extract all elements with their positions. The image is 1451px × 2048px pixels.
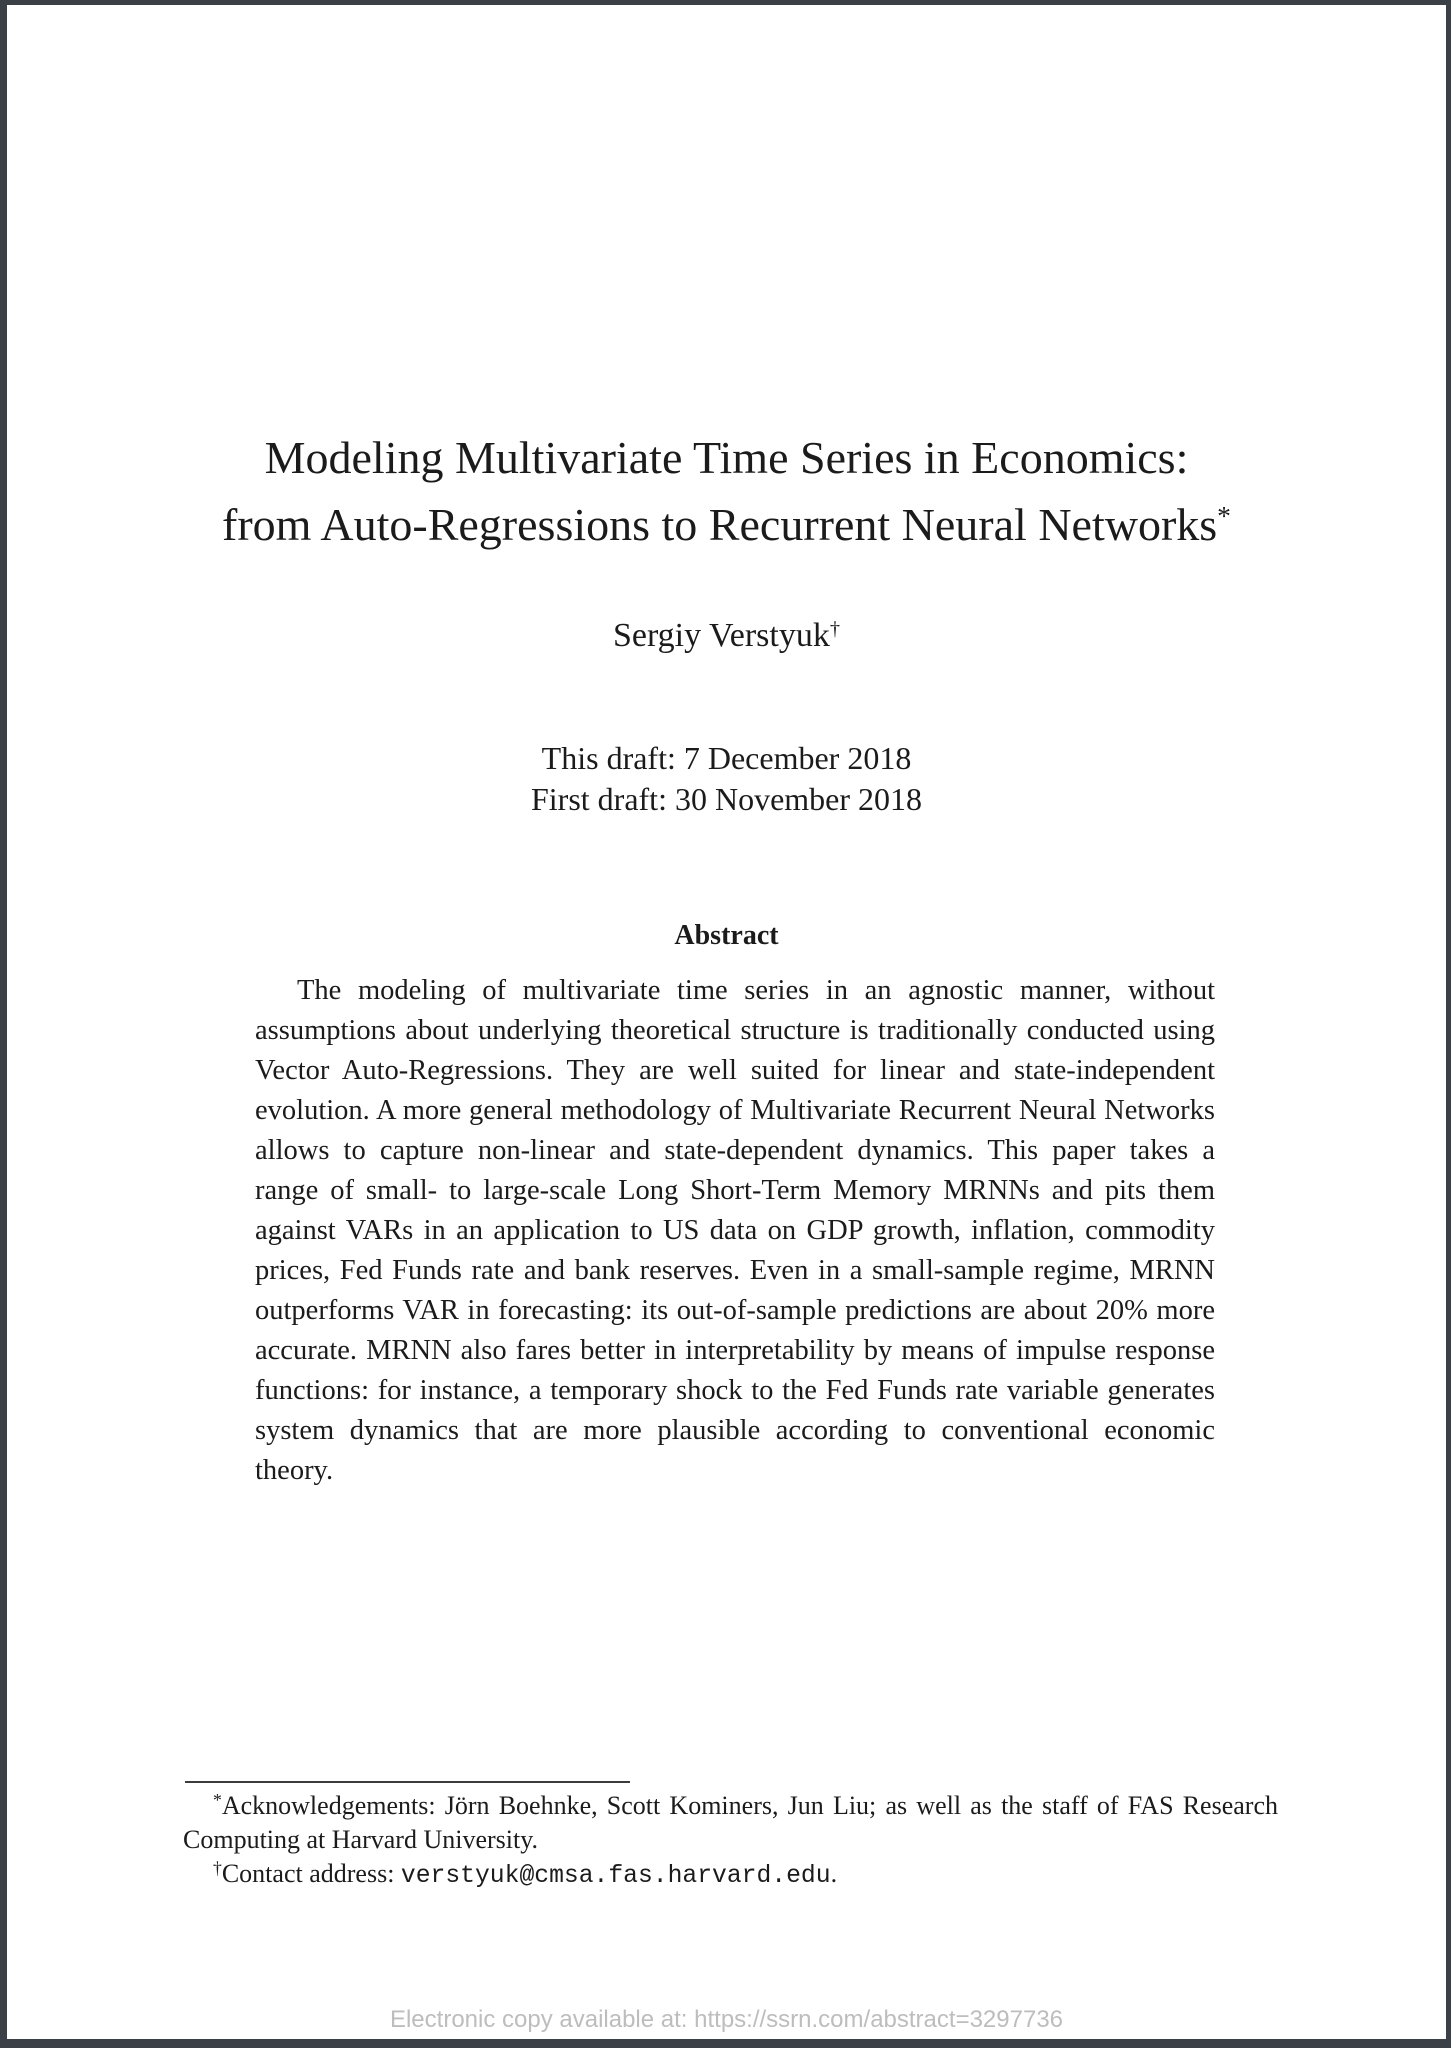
first-draft-line: First draft: 30 November 2018 (530, 781, 923, 817)
abstract-text: The modeling of multivariate time series in an agnostic manner, without assumptions about underlying theoretical structure is traditionally conducted using Vector Auto-Regressions. They are well suited for linear and state-independent evolution. A more general methodology of Multivariate Recurrent Neural Networks allows to capture non-linear and state-dependent dynamics. This paper takes a range of small- to large-scale Long Short-Term Memory MRNNs and pits them against VARs in an application to US data on GDP growth, inflation, commodity prices, Fed Funds rate and bank reserves. Even in a small-sample regime, MRNN outperforms VAR in forecasting: its out-of-sample predictions are about 20% more accurate. MRNN also fares better in interpretability by means of impulse response functions: for instance, a temporary shock to the Fed Funds rate variable generates system dynamics that are more plausible according to conventional economic theory. (255, 975, 1215, 1486)
abstract-heading: Abstract (674, 920, 779, 951)
author-name: Sergiy Verstyuk (612, 617, 830, 654)
ssrn-footer-url[interactable]: https://ssrn.com/abstract=3297736 (694, 2006, 1064, 2033)
footnote-acknowledgements (183, 1789, 1278, 1857)
ssrn-footer (7, 2006, 1446, 2034)
dagger-footnote-marker: † (213, 1858, 222, 1879)
asterisk-footnote-marker: * (213, 1790, 222, 1811)
author-block (7, 617, 1446, 655)
ssrn-footer-prefix: Electronic copy available at: (389, 2006, 695, 2033)
author-dagger-footnote-marker: † (829, 617, 841, 640)
footnote-acknowledgements-text: Acknowledgements: Jörn Boehnke, Scott Kominers, Jun Liu; as well as the staff of FAS Research Computing at Harvard University. (183, 1791, 1278, 1854)
footnote-rule (185, 1781, 630, 1783)
title-asterisk-footnote-marker: * (1217, 499, 1231, 531)
paper-title (7, 424, 1446, 558)
title-line-1: Modeling Multivariate Time Series in Economics: (264, 432, 1189, 483)
footnote-contact-period: . (830, 1859, 838, 1888)
this-draft-line: This draft: 7 December 2018 (541, 740, 912, 776)
footnote-contact-email[interactable]: verstyuk@cmsa.fas.harvard.edu (400, 1862, 831, 1890)
title-line-2: from Auto-Regressions to Recurrent Neural Networks (222, 499, 1218, 550)
footnote-contact (183, 1857, 1278, 1893)
footnotes-section (183, 1789, 1278, 1893)
draft-dates (7, 738, 1446, 820)
footnote-contact-label: Contact address: (221, 1859, 401, 1888)
